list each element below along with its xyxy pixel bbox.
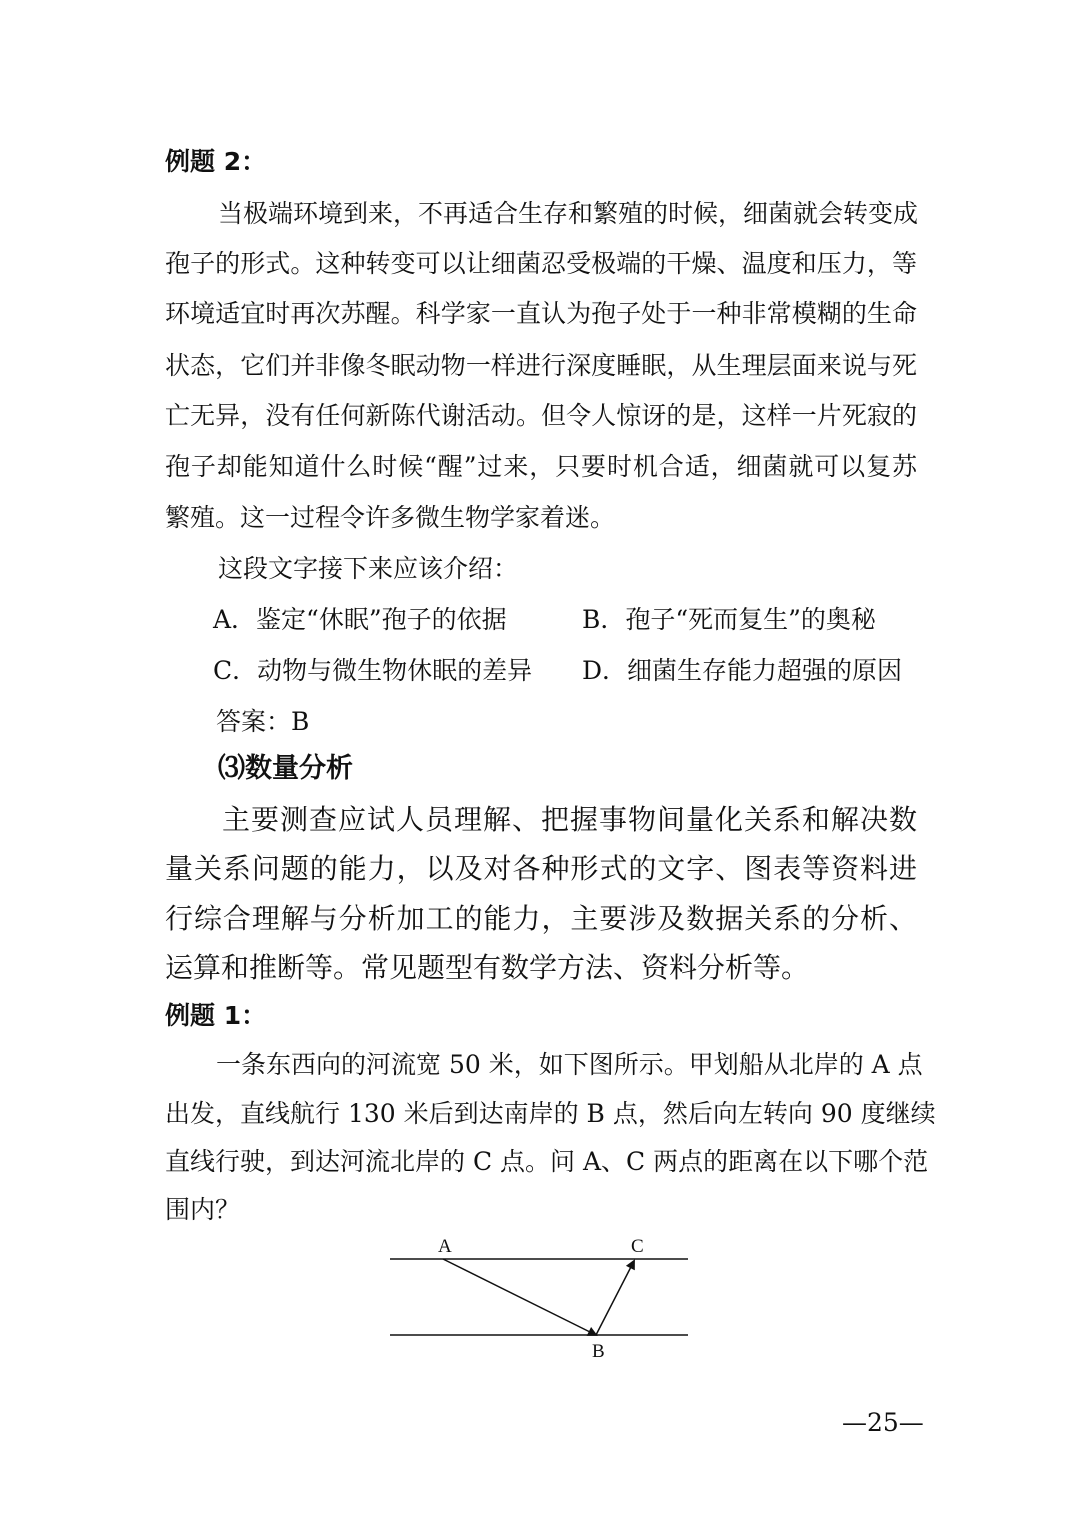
example2-line-7: 繁殖。这一过程令许多微生物学家着迷。 xyxy=(165,503,616,532)
example2-line-2: 孢子的形式。这种转变可以让细菌忍受极端的干燥、温度和压力，等 xyxy=(165,249,917,278)
example2-line-1: 当极端环境到来，不再适合生存和繁殖的时候，细菌就会转变成 xyxy=(218,199,919,228)
example1-line-2: 出发，直线航行 130 米后到达南岸的 B 点，然后向左转向 90 度继续 xyxy=(165,1099,936,1128)
example1-heading: 例题 1： xyxy=(165,1001,267,1030)
example2-option-d: D．细菌生存能力超强的原因 xyxy=(582,656,903,685)
example2-line-4: 状态，它们并非像冬眠动物一样进行深度睡眠，从生理层面来说与死 xyxy=(165,351,917,380)
path-b-to-c xyxy=(596,1261,634,1335)
section3-line-3: 行综合理解与分析加工的能力，主要涉及数据关系的分析、 xyxy=(165,902,917,935)
section3-line-2: 量关系问题的能力，以及对各种形式的文字、图表等资料进 xyxy=(165,852,917,885)
example1-line-3: 直线行驶，到达河流北岸的 C 点。问 A、C 两点的距离在以下哪个范 xyxy=(165,1147,929,1176)
section3-line-1: 主要测查应试人员理解、把握事物间量化关系和解决数 xyxy=(222,803,917,836)
example2-option-c: C．动物与微生物休眠的差异 xyxy=(213,656,533,685)
example2-option-b: B．孢子“死而复生”的奥秘 xyxy=(582,605,876,634)
example2-line-6: 孢子却能知道什么时候“醒”过来，只要时机合适，细菌就可以复苏 xyxy=(165,452,917,481)
example2-question: 这段文字接下来应该介绍： xyxy=(218,554,519,583)
example1-line-4: 围内？ xyxy=(165,1195,241,1224)
point-a-label: A xyxy=(438,1236,452,1257)
river-diagram xyxy=(380,1225,700,1365)
example2-line-5: 亡无异，没有任何新陈代谢活动。但令人惊讶的是，这样一片死寂的 xyxy=(165,401,917,430)
example1-line-1: 一条东西向的河流宽 50 米，如下图所示。甲划船从北岸的 A 点 xyxy=(216,1050,923,1079)
example2-option-a: A．鉴定“休眠”孢子的依据 xyxy=(213,605,507,634)
example2-heading: 例题 2： xyxy=(165,147,267,176)
point-b-label: B xyxy=(592,1341,605,1362)
section3-title: ⑶数量分析 xyxy=(218,753,353,784)
example2-answer: 答案：B xyxy=(216,707,310,736)
page-number: —25— xyxy=(842,1408,924,1437)
point-c-label: C xyxy=(631,1236,644,1257)
section3-line-4: 运算和推断等。常见题型有数学方法、资料分析等。 xyxy=(165,951,810,984)
example2-line-3: 环境适宜时再次苏醒。科学家一直认为孢子处于一种非常模糊的生命 xyxy=(165,299,917,328)
path-a-to-b xyxy=(443,1259,596,1335)
